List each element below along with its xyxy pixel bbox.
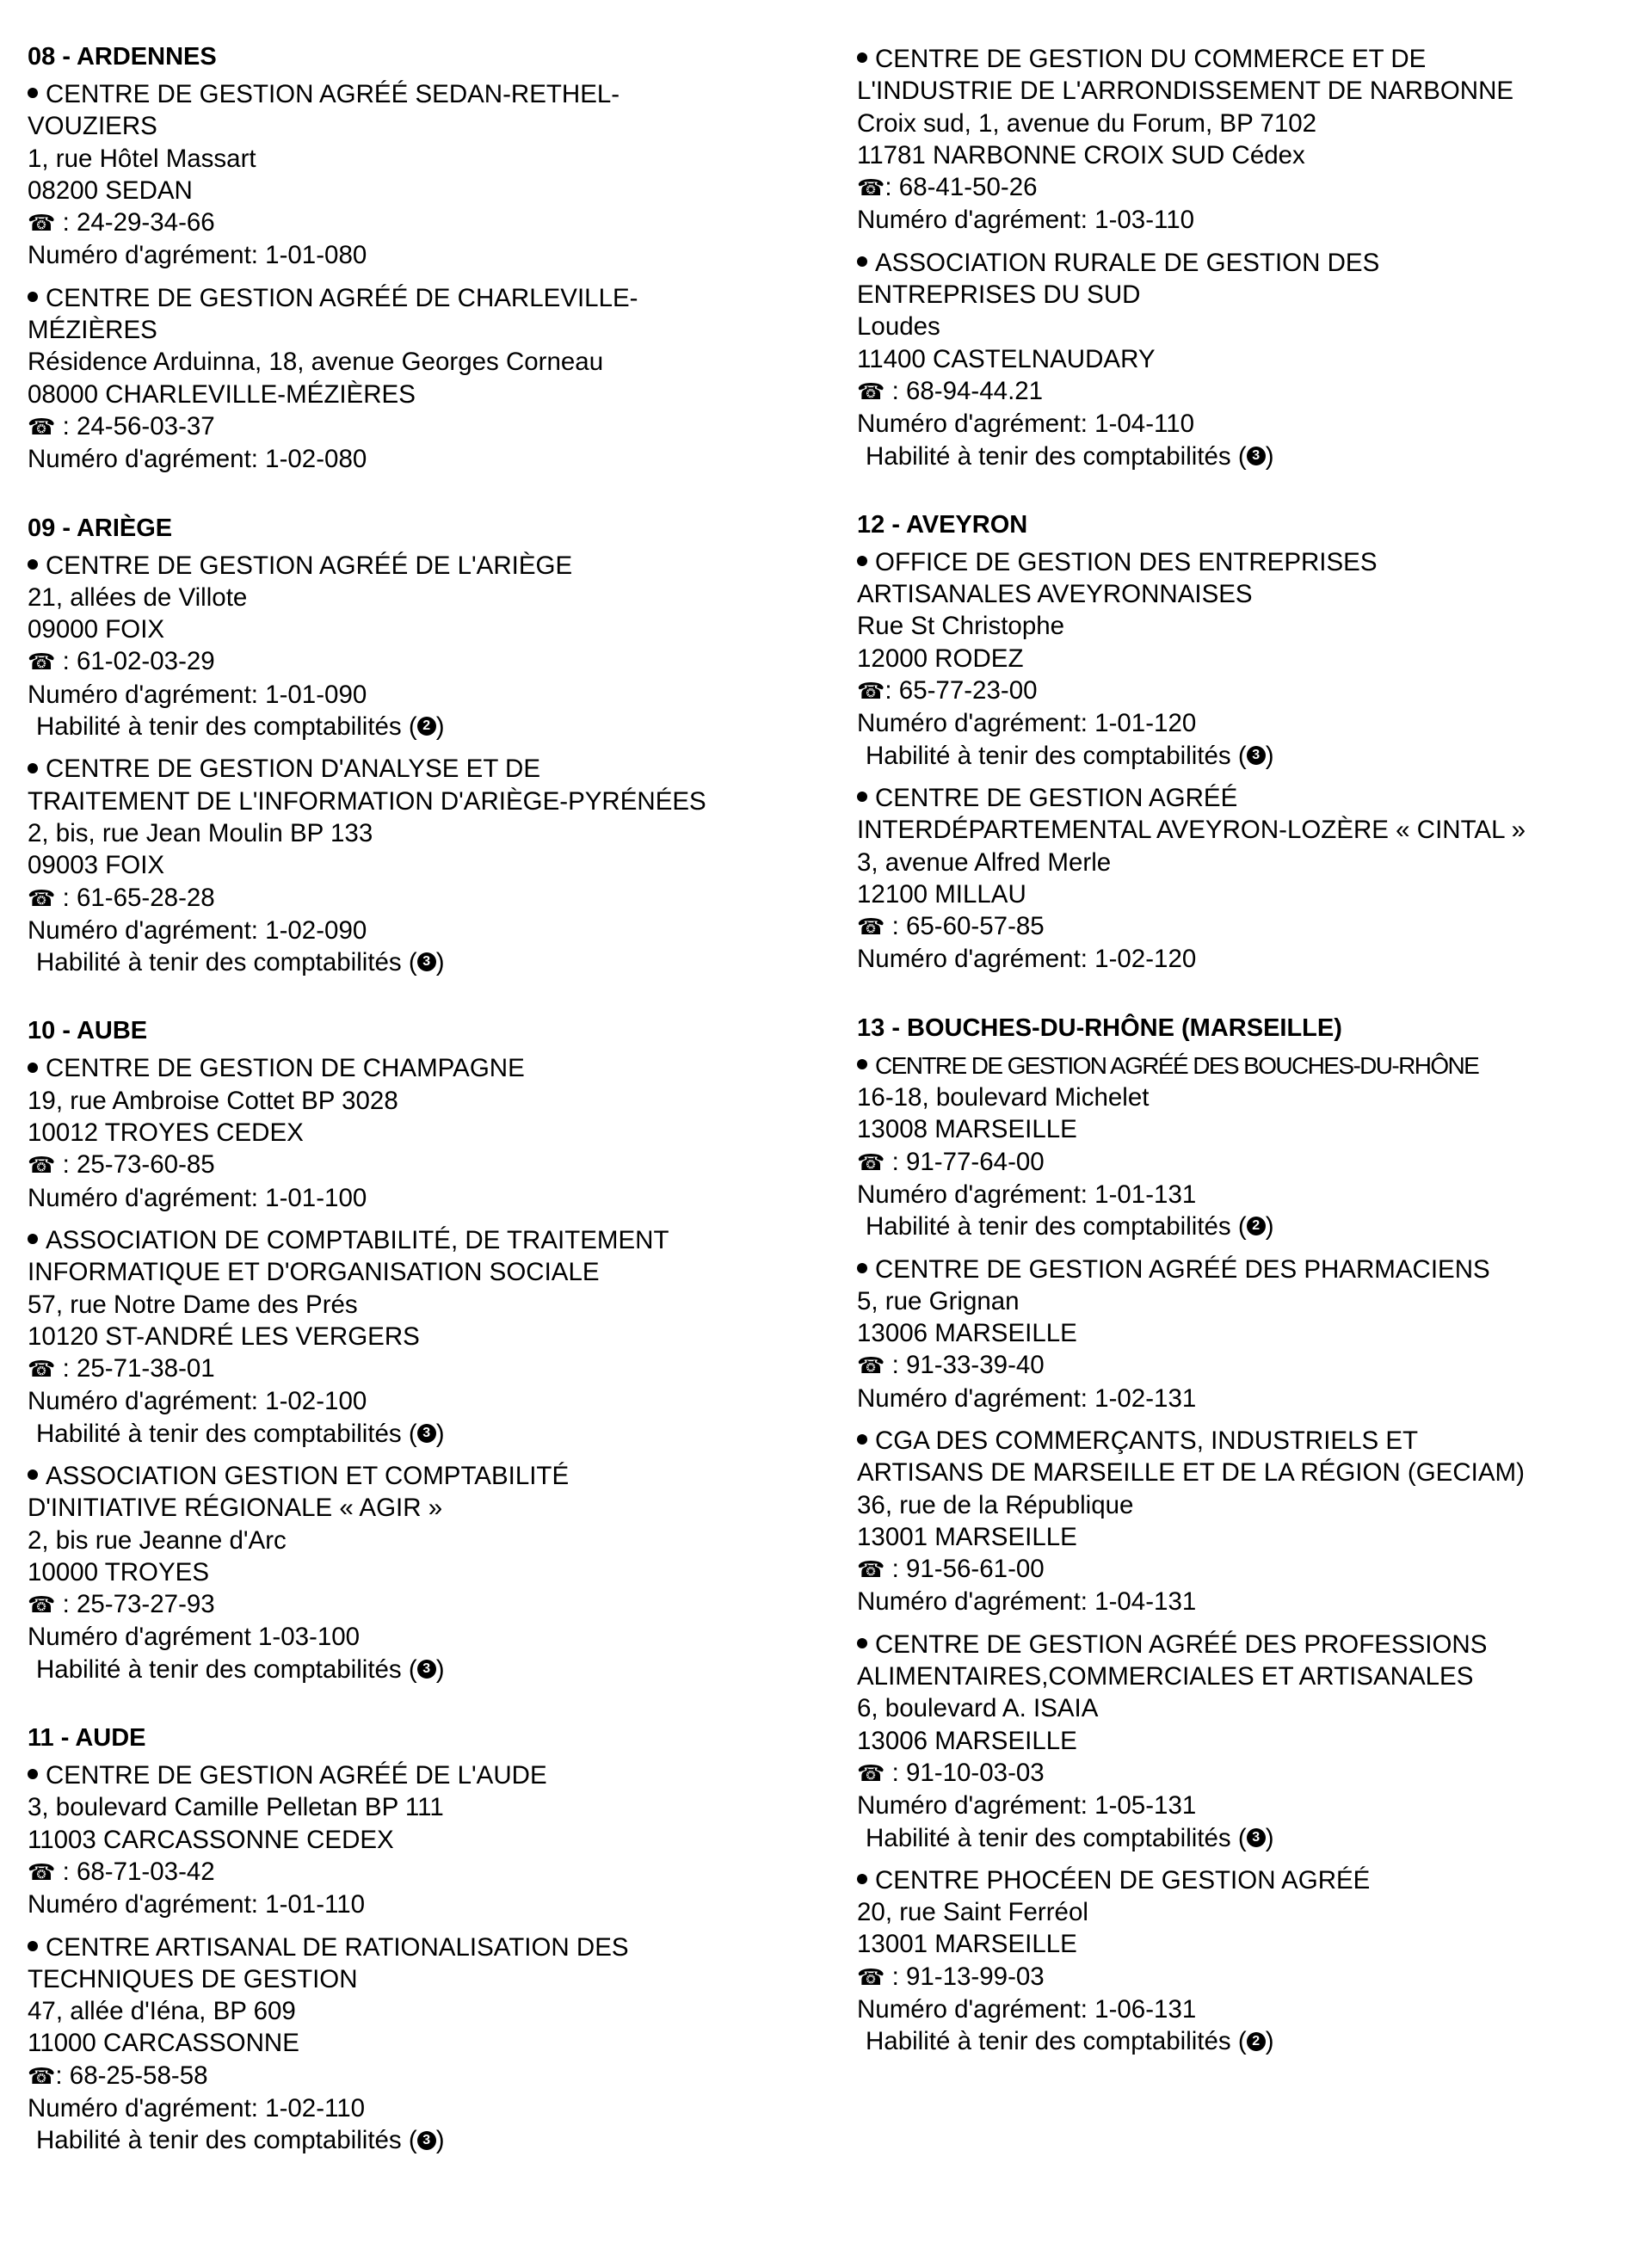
department-title: 12 - AVEYRON xyxy=(857,510,1028,539)
habilite-note xyxy=(28,2124,836,2156)
entry-address-line: Croix sud, 1, avenue du Forum, BP 7102 xyxy=(857,108,1317,138)
entry-name-line xyxy=(857,1457,1631,1488)
directory-entry xyxy=(28,753,836,978)
directory-entry xyxy=(857,1629,1631,1854)
habilite-close: ) xyxy=(435,1419,445,1448)
entry-phone xyxy=(28,206,836,239)
entry-address-line: 11400 CASTELNAUDARY xyxy=(857,344,1156,373)
entry-name-text: ASSOCIATION DE COMPTABILITÉ, DE TRAITEMENT xyxy=(46,1225,669,1254)
circled-number-badge: 3 xyxy=(1247,1828,1266,1847)
entry-name-text: CENTRE DE GESTION AGRÉÉ DES BOUCHES-DU-RHÔNE xyxy=(875,1051,1479,1079)
directory-entry xyxy=(28,550,836,743)
entry-phone xyxy=(857,675,1631,707)
entry-name-text: CENTRE DE GESTION AGRÉÉ DES PHARMACIENS xyxy=(875,1254,1490,1284)
entry-name-text: CENTRE PHOCÉEN DE GESTION AGRÉÉ xyxy=(875,1865,1371,1895)
phone-icon: ☎ xyxy=(857,1149,885,1175)
entry-phone xyxy=(28,882,836,915)
agrement-number: Numéro d'agrément 1-03-100 xyxy=(28,1623,361,1652)
entry-address-line: 10000 TROYES xyxy=(28,1557,209,1587)
entry-name-line xyxy=(857,578,1631,610)
entry-name-text: CENTRE DE GESTION AGRÉÉ DE L'ARIÈGE xyxy=(46,551,573,580)
habilite-note xyxy=(28,1418,836,1450)
bullet-icon xyxy=(28,1469,38,1480)
agrement-number: Numéro d'agrément: 1-02-080 xyxy=(28,445,367,474)
entry-name-text: CENTRE DE GESTION AGRÉÉ SEDAN-RETHEL- xyxy=(46,80,620,108)
phone-icon: ☎ xyxy=(28,1592,56,1618)
habilite-text: Habilité à tenir des comptabilités ( xyxy=(866,1823,1247,1852)
entry-address-line: 5, rue Grignan xyxy=(857,1286,1020,1315)
department-title: 11 - AUDE xyxy=(28,1724,146,1753)
entry-name-line xyxy=(857,546,1631,578)
bullet-icon xyxy=(857,1263,867,1273)
circled-number-badge: 2 xyxy=(417,717,436,736)
habilite-close: ) xyxy=(1265,741,1274,770)
habilite-close: ) xyxy=(435,2126,445,2155)
department-section xyxy=(857,43,1631,472)
entry-phone xyxy=(857,1146,1631,1179)
entry-phone xyxy=(857,1961,1631,1993)
entry-name-line xyxy=(28,78,836,110)
habilite-close: ) xyxy=(435,948,445,977)
entry-address-line: 13006 MARSEILLE xyxy=(857,1319,1077,1348)
habilite-note xyxy=(857,441,1631,472)
entry-name-line xyxy=(857,782,1631,814)
phone-number: : 68-41-50-26 xyxy=(885,173,1038,202)
phone-number: : 61-02-03-29 xyxy=(55,647,215,676)
agrement-number: Numéro d'agrément: 1-04-131 xyxy=(857,1587,1197,1617)
phone-number: : 91-13-99-03 xyxy=(885,1962,1045,1991)
entry-phone xyxy=(857,1757,1631,1790)
entry-name-line xyxy=(857,279,1631,311)
bullet-icon xyxy=(857,792,867,802)
entry-name-text: VOUZIERS xyxy=(28,112,157,141)
circled-number-badge: 3 xyxy=(1247,746,1266,765)
entry-phone xyxy=(28,2060,836,2092)
entry-address-line: 21, allées de Villote xyxy=(28,582,248,612)
phone-icon: ☎ xyxy=(28,210,56,237)
entry-phone xyxy=(857,1349,1631,1382)
entry-address-line: 47, allée d'Iéna, BP 609 xyxy=(28,1997,296,2026)
bullet-icon xyxy=(28,1063,38,1073)
phone-icon: ☎ xyxy=(28,1858,56,1885)
entry-name-text: INFORMATIQUE ET D'ORGANISATION SOCIALE xyxy=(28,1258,600,1287)
department-title: 10 - AUBE xyxy=(28,1017,148,1045)
entry-name-line xyxy=(857,247,1631,279)
habilite-close: ) xyxy=(435,712,445,742)
department-section xyxy=(28,41,836,476)
phone-icon: ☎ xyxy=(857,378,885,404)
phone-number: : 65-60-57-85 xyxy=(885,912,1045,941)
habilite-close: ) xyxy=(1265,2027,1274,2056)
phone-icon: ☎ xyxy=(857,175,885,201)
bullet-icon xyxy=(28,1941,38,1951)
circled-number-badge: 3 xyxy=(417,1424,436,1443)
entry-address-line: 57, rue Notre Dame des Prés xyxy=(28,1290,358,1319)
phone-number: : 91-56-61-00 xyxy=(885,1555,1045,1584)
phone-icon: ☎ xyxy=(28,413,56,440)
agrement-number: Numéro d'agrément: 1-01-080 xyxy=(28,241,367,270)
phone-icon: ☎ xyxy=(857,1352,885,1379)
bullet-icon xyxy=(857,556,867,566)
habilite-close: ) xyxy=(1265,1823,1274,1852)
habilite-note xyxy=(857,2025,1631,2057)
entry-phone xyxy=(857,910,1631,943)
phone-icon: ☎ xyxy=(28,649,56,675)
directory-entry xyxy=(857,1864,1631,2058)
entry-name-line xyxy=(28,1759,836,1791)
bullet-icon xyxy=(857,1638,867,1648)
agrement-number: Numéro d'agrément: 1-02-131 xyxy=(857,1383,1197,1413)
entry-address-line: 08000 CHARLEVILLE-MÉZIÈRES xyxy=(28,379,416,409)
bullet-icon xyxy=(857,1434,867,1445)
department-title: 13 - BOUCHES-DU-RHÔNE (MARSEILLE) xyxy=(857,1014,1342,1042)
entry-name-text: CGA DES COMMERÇANTS, INDUSTRIELS ET xyxy=(875,1426,1419,1455)
entry-address-line: 19, rue Ambroise Cottet BP 3028 xyxy=(28,1086,398,1115)
habilite-note xyxy=(28,1654,836,1685)
bullet-icon xyxy=(857,256,867,267)
entry-name-text: CENTRE DE GESTION AGRÉÉ xyxy=(875,783,1238,812)
entry-address-line: 13001 MARSEILLE xyxy=(857,1930,1077,1959)
agrement-number: Numéro d'agrément: 1-02-100 xyxy=(28,1387,367,1416)
bullet-icon xyxy=(28,292,38,302)
department-section xyxy=(857,509,1631,976)
habilite-text: Habilité à tenir des comptabilités ( xyxy=(36,1654,417,1684)
entry-address-line: 6, boulevard A. ISAIA xyxy=(857,1694,1099,1723)
directory-entry xyxy=(28,1052,836,1213)
directory-entry xyxy=(28,1759,836,1920)
habilite-text: Habilité à tenir des comptabilités ( xyxy=(36,1419,417,1448)
entry-name-text: OFFICE DE GESTION DES ENTREPRISES xyxy=(875,547,1378,576)
entry-name-line xyxy=(28,786,836,817)
entry-address-line: Loudes xyxy=(857,312,940,342)
department-title: 09 - ARIÈGE xyxy=(28,514,173,542)
entry-address-line: 16-18, boulevard Michelet xyxy=(857,1083,1150,1112)
directory-entry xyxy=(857,1254,1631,1414)
entry-name-line xyxy=(857,1864,1631,1896)
entry-address-line: 13008 MARSEILLE xyxy=(857,1115,1077,1144)
agrement-number: Numéro d'agrément: 1-04-110 xyxy=(857,410,1195,439)
entry-address-line: 3, avenue Alfred Merle xyxy=(857,847,1112,877)
phone-icon: ☎ xyxy=(857,678,885,705)
phone-icon: ☎ xyxy=(857,1963,885,1990)
department-title: 08 - ARDENNES xyxy=(28,43,217,71)
entry-name-text: D'INITIATIVE RÉGIONALE « AGIR » xyxy=(28,1494,443,1523)
phone-icon: ☎ xyxy=(857,914,885,940)
entry-name-text: MÉZIÈRES xyxy=(28,316,157,345)
directory-entry xyxy=(857,43,1631,237)
directory-entry xyxy=(28,1460,836,1685)
left-column xyxy=(28,41,836,2194)
entry-address-line: 10012 TROYES CEDEX xyxy=(28,1118,304,1148)
directory-entry xyxy=(28,1224,836,1450)
habilite-close: ) xyxy=(435,1654,445,1684)
entry-name-line xyxy=(28,1932,836,1963)
entry-address-line: 3, boulevard Camille Pelletan BP 111 xyxy=(28,1793,444,1822)
department-section xyxy=(857,1013,1631,2058)
habilite-note xyxy=(28,946,836,978)
bullet-icon xyxy=(28,1234,38,1244)
habilite-text: Habilité à tenir des comptabilités ( xyxy=(866,1212,1247,1241)
entry-address-line: 11781 NARBONNE CROIX SUD Cédex xyxy=(857,140,1305,169)
phone-icon: ☎ xyxy=(28,1356,56,1383)
entry-address-line: 13001 MARSEILLE xyxy=(857,1522,1077,1551)
entry-address-line: 1, rue Hôtel Massart xyxy=(28,144,256,173)
phone-icon: ☎ xyxy=(857,1556,885,1583)
bullet-icon xyxy=(28,763,38,773)
entry-address-line: 20, rue Saint Ferréol xyxy=(857,1898,1088,1927)
directory-entry xyxy=(28,78,836,272)
phone-number: : 91-77-64-00 xyxy=(885,1147,1045,1176)
bullet-icon xyxy=(28,1769,38,1779)
entry-address-line: 12000 RODEZ xyxy=(857,644,1024,673)
directory-entry xyxy=(857,546,1631,772)
directory-entry xyxy=(28,282,836,476)
entry-name-line xyxy=(28,1492,836,1524)
habilite-text: Habilité à tenir des comptabilités ( xyxy=(36,2126,417,2155)
circled-number-badge: 3 xyxy=(417,1660,436,1679)
habilite-note xyxy=(857,740,1631,772)
entry-name-line xyxy=(857,75,1631,107)
entry-address-line: 36, rue de la République xyxy=(857,1490,1134,1519)
entry-name-line xyxy=(28,1224,836,1256)
habilite-note xyxy=(857,1211,1631,1242)
phone-number: : 68-25-58-58 xyxy=(55,2061,208,2090)
habilite-note xyxy=(28,711,836,742)
agrement-number: Numéro d'agrément: 1-01-100 xyxy=(28,1183,367,1212)
entry-phone xyxy=(857,1553,1631,1586)
directory-entry xyxy=(857,1425,1631,1618)
agrement-number: Numéro d'agrément: 1-02-120 xyxy=(857,945,1197,974)
entry-name-line xyxy=(28,1460,836,1492)
entry-name-line xyxy=(28,753,836,785)
entry-name-text: ARTISANS DE MARSEILLE ET DE LA RÉGION (GECIAM) xyxy=(857,1458,1525,1488)
agrement-number: Numéro d'agrément: 1-01-090 xyxy=(28,680,367,709)
agrement-number: Numéro d'agrément: 1-03-110 xyxy=(857,206,1195,235)
bullet-icon xyxy=(857,1059,867,1069)
entry-name-text: ASSOCIATION RURALE DE GESTION DES xyxy=(875,248,1380,277)
phone-number: : 91-10-03-03 xyxy=(885,1758,1045,1787)
entry-address-line: 13006 MARSEILLE xyxy=(857,1726,1077,1755)
circled-number-badge: 3 xyxy=(1247,447,1266,465)
entry-phone xyxy=(857,171,1631,204)
entry-name-line xyxy=(28,1963,836,1995)
phone-number: : 68-94-44.21 xyxy=(885,376,1044,405)
entry-name-line xyxy=(28,550,836,582)
entry-name-text: ENTREPRISES DU SUD xyxy=(857,280,1141,310)
habilite-text: Habilité à tenir des comptabilités ( xyxy=(866,441,1247,471)
habilite-text: Habilité à tenir des comptabilités ( xyxy=(36,948,417,977)
entry-phone xyxy=(28,1856,836,1888)
department-section xyxy=(28,513,836,979)
entry-name-line xyxy=(28,1256,836,1288)
habilite-text: Habilité à tenir des comptabilités ( xyxy=(36,712,417,742)
entry-address-line: 11000 CARCASSONNE xyxy=(28,2029,299,2058)
entry-name-text: CENTRE DE GESTION AGRÉÉ DE CHARLEVILLE- xyxy=(46,283,638,312)
directory-entry xyxy=(857,1050,1631,1243)
entry-phone xyxy=(857,375,1631,408)
entry-name-line xyxy=(857,1660,1631,1692)
bullet-icon xyxy=(28,559,38,570)
entry-name-line xyxy=(857,43,1631,75)
entry-name-text: CENTRE DE GESTION DE CHAMPAGNE xyxy=(46,1054,525,1083)
entry-address-line: Résidence Arduinna, 18, avenue Georges Corneau xyxy=(28,348,604,377)
entry-name-line xyxy=(857,814,1631,846)
entry-address-line: 08200 SEDAN xyxy=(28,176,193,205)
entry-address-line: 10120 ST-ANDRÉ LES VERGERS xyxy=(28,1322,420,1351)
entry-name-line xyxy=(28,314,836,346)
entry-name-line xyxy=(857,1254,1631,1285)
department-section xyxy=(28,1015,836,1685)
agrement-number: Numéro d'agrément: 1-06-131 xyxy=(857,1995,1197,2024)
phone-number: : 25-73-27-93 xyxy=(55,1590,215,1619)
entry-phone xyxy=(28,1149,836,1181)
entry-phone xyxy=(28,1352,836,1385)
entry-address-line: Rue St Christophe xyxy=(857,612,1065,641)
phone-number: : 25-73-60-85 xyxy=(55,1150,215,1180)
entry-phone xyxy=(28,645,836,678)
directory-entry xyxy=(857,247,1631,472)
entry-address-line: 11003 CARCASSONNE CEDEX xyxy=(28,1825,394,1854)
entry-name-line xyxy=(857,1425,1631,1457)
entry-name-text: CENTRE DE GESTION D'ANALYSE ET DE xyxy=(46,755,540,784)
habilite-close: ) xyxy=(1265,1212,1274,1241)
circled-number-badge: 3 xyxy=(417,2131,436,2150)
directory-entry xyxy=(857,782,1631,976)
entry-phone xyxy=(28,1588,836,1621)
department-section xyxy=(28,1722,836,2157)
entry-address-line: 2, bis rue Jeanne d'Arc xyxy=(28,1525,287,1555)
entry-phone xyxy=(28,410,836,443)
agrement-number: Numéro d'agrément: 1-02-090 xyxy=(28,915,367,945)
entry-name-text: ARTISANALES AVEYRONNAISES xyxy=(857,580,1253,609)
entry-name-text: CENTRE DE GESTION AGRÉÉ DES PROFESSIONS xyxy=(875,1630,1488,1659)
entry-name-text: INTERDÉPARTEMENTAL AVEYRON-LOZÈRE « CINTAL » xyxy=(857,816,1526,845)
entry-address-line: 09000 FOIX xyxy=(28,615,165,644)
phone-number: : 61-65-28-28 xyxy=(55,883,215,912)
bullet-icon xyxy=(857,1874,867,1884)
habilite-close: ) xyxy=(1265,441,1274,471)
habilite-text: Habilité à tenir des comptabilités ( xyxy=(866,741,1247,770)
phone-number: : 65-77-23-00 xyxy=(885,676,1038,705)
bullet-icon xyxy=(857,52,867,63)
entry-name-text: L'INDUSTRIE DE L'ARRONDISSEMENT DE NARBONNE xyxy=(857,77,1514,106)
agrement-number: Numéro d'agrément: 1-01-131 xyxy=(857,1180,1197,1209)
phone-icon: ☎ xyxy=(28,1152,56,1179)
entry-name-line xyxy=(28,1052,836,1084)
entry-name-text: CENTRE DE GESTION DU COMMERCE ET DE xyxy=(875,45,1427,73)
entry-address-line: 2, bis, rue Jean Moulin BP 133 xyxy=(28,818,373,847)
entry-name-text: TECHNIQUES DE GESTION xyxy=(28,1964,358,1993)
entry-name-line xyxy=(857,1050,1631,1081)
directory-entry xyxy=(28,1932,836,2157)
agrement-number: Numéro d'agrément: 1-01-120 xyxy=(857,709,1197,738)
bullet-icon xyxy=(28,88,38,98)
entry-name-line xyxy=(857,1629,1631,1660)
agrement-number: Numéro d'agrément: 1-05-131 xyxy=(857,1791,1197,1821)
phone-number: : 25-71-38-01 xyxy=(55,1354,215,1383)
entry-name-text: ASSOCIATION GESTION ET COMPTABILITÉ xyxy=(46,1461,570,1490)
right-column xyxy=(857,43,1631,2095)
phone-icon: ☎ xyxy=(28,884,56,911)
phone-number: : 24-56-03-37 xyxy=(55,411,215,441)
entry-name-text: ALIMENTAIRES,COMMERCIALES ET ARTISANALES xyxy=(857,1662,1474,1691)
agrement-number: Numéro d'agrément: 1-02-110 xyxy=(28,2094,366,2123)
phone-number: : 91-33-39-40 xyxy=(885,1351,1045,1380)
phone-icon: ☎ xyxy=(28,2062,56,2089)
agrement-number: Numéro d'agrément: 1-01-110 xyxy=(28,1890,366,1919)
circled-number-badge: 2 xyxy=(1247,2032,1266,2051)
entry-name-line xyxy=(28,282,836,314)
phone-number: : 24-29-34-66 xyxy=(55,208,215,237)
entry-name-text: CENTRE ARTISANAL DE RATIONALISATION DES xyxy=(46,1932,629,1962)
habilite-text: Habilité à tenir des comptabilités ( xyxy=(866,2027,1247,2056)
circled-number-badge: 2 xyxy=(1247,1217,1266,1235)
phone-number: : 68-71-03-42 xyxy=(55,1857,215,1886)
circled-number-badge: 3 xyxy=(417,952,436,971)
entry-name-text: TRAITEMENT DE L'INFORMATION D'ARIÈGE-PYRÉNÉES xyxy=(28,786,706,816)
entry-address-line: 12100 MILLAU xyxy=(857,879,1026,909)
entry-name-line xyxy=(28,110,836,142)
entry-name-text: CENTRE DE GESTION AGRÉÉ DE L'AUDE xyxy=(46,1761,547,1790)
entry-address-line: 09003 FOIX xyxy=(28,851,165,880)
habilite-note xyxy=(857,1822,1631,1854)
phone-icon: ☎ xyxy=(857,1759,885,1786)
